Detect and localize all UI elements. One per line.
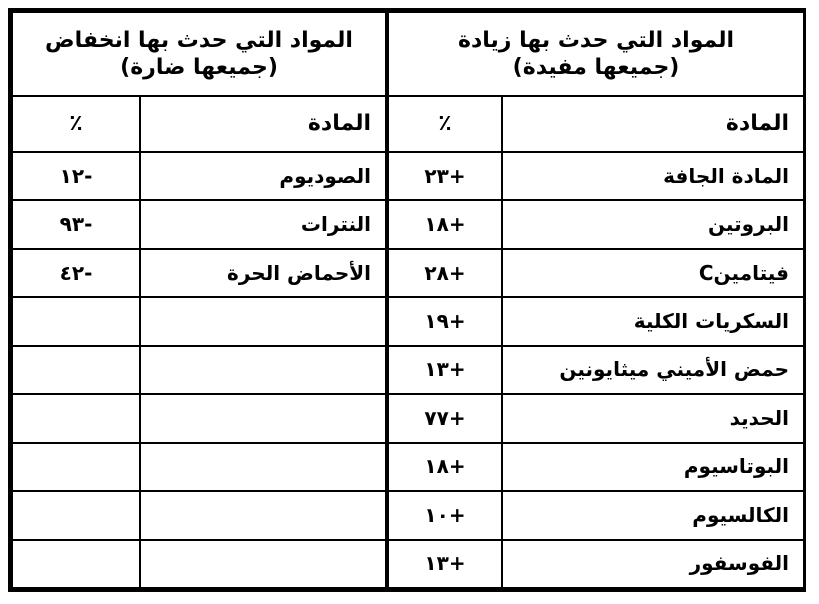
- increased-name-cell: الحديد: [502, 394, 804, 442]
- decreased-pct-cell: [12, 297, 140, 345]
- increased-name-cell: فيتامينC: [502, 249, 804, 297]
- increased-pct-cell: +١٣: [387, 346, 502, 394]
- table-row: [12, 249, 804, 297]
- table-row: [12, 443, 804, 491]
- table-frame: [8, 8, 806, 592]
- increased-pct-cell: +٧٧: [387, 394, 502, 442]
- increased-pct-cell: +١٣: [387, 540, 502, 589]
- increased-pct-cell: +١٠: [387, 491, 502, 539]
- table-row: [12, 394, 804, 442]
- table-row: [12, 346, 804, 394]
- decreased-name-cell: [140, 491, 387, 539]
- decreased-name-cell: [140, 540, 387, 589]
- decreased-pct-cell: -٩٣: [12, 200, 140, 248]
- decreased-name-header: المادة: [140, 96, 387, 152]
- increased-pct-cell: +١٩: [387, 297, 502, 345]
- decreased-name-cell: الصوديوم: [140, 152, 387, 200]
- increased-name-cell: الفوسفور: [502, 540, 804, 589]
- increased-group-header: [387, 12, 804, 96]
- table-row: [12, 540, 804, 589]
- increased-subtitle: (جميعها مفيدة): [512, 55, 680, 80]
- increased-name-cell: حمض الأميني ميثايونين: [502, 346, 804, 394]
- increased-title: المواد التي حدث بها زيادة: [458, 27, 735, 53]
- table-row: [12, 152, 804, 200]
- column-header-row: [12, 96, 804, 152]
- decreased-pct-cell: [12, 443, 140, 491]
- table-row: [12, 200, 804, 248]
- decreased-pct-cell: [12, 346, 140, 394]
- decreased-name-cell: [140, 297, 387, 345]
- increased-name-cell: السكريات الكلية: [502, 297, 804, 345]
- decreased-subtitle: (جميعها ضارة): [120, 55, 278, 80]
- decreased-name-cell: [140, 443, 387, 491]
- decreased-name-cell: النترات: [140, 200, 387, 248]
- increased-name-cell: الكالسيوم: [502, 491, 804, 539]
- increased-name-cell: البروتين: [502, 200, 804, 248]
- decreased-group-header: [12, 12, 387, 96]
- decreased-pct-cell: -٤٢: [12, 249, 140, 297]
- decreased-pct-cell: [12, 540, 140, 589]
- increased-name-cell: المادة الجافة: [502, 152, 804, 200]
- decreased-pct-cell: -١٢: [12, 152, 140, 200]
- table-body: [12, 152, 804, 588]
- comparison-table: [11, 11, 805, 589]
- increased-pct-cell: +٢٣: [387, 152, 502, 200]
- increased-name-cell: البوتاسيوم: [502, 443, 804, 491]
- decreased-name-cell: الأحماض الحرة: [140, 249, 387, 297]
- decreased-pct-cell: [12, 491, 140, 539]
- decreased-title: المواد التي حدث بها انخفاض: [45, 27, 353, 53]
- decreased-name-cell: [140, 346, 387, 394]
- table-row: [12, 297, 804, 345]
- increased-pct-cell: +١٨: [387, 200, 502, 248]
- decreased-pct-cell: [12, 394, 140, 442]
- increased-name-header: المادة: [502, 96, 804, 152]
- increased-pct-cell: +١٨: [387, 443, 502, 491]
- decreased-name-cell: [140, 394, 387, 442]
- decreased-pct-header: ٪: [12, 96, 140, 152]
- group-header-row: [12, 12, 804, 96]
- increased-pct-cell: +٢٨: [387, 249, 502, 297]
- table-row: [12, 491, 804, 539]
- increased-pct-header: ٪: [387, 96, 502, 152]
